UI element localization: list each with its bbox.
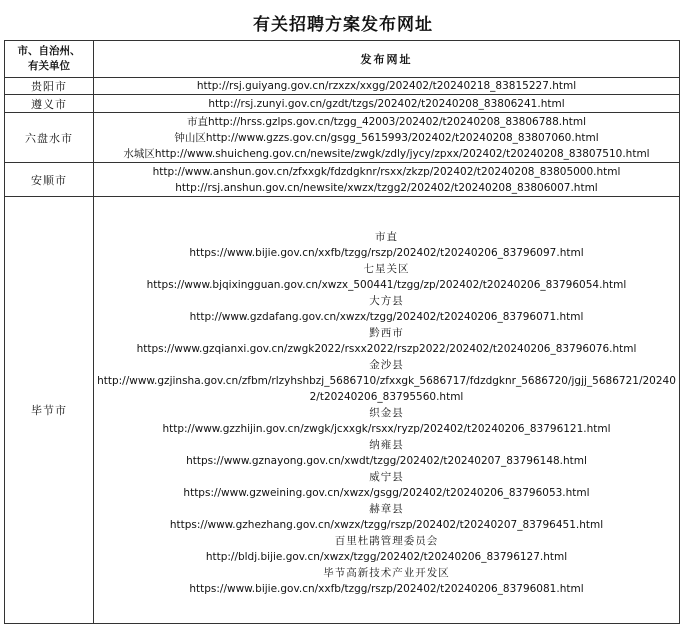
city-cell-bijie: 毕节市 [5,197,94,624]
unit-label: 大方县 [369,295,404,307]
table-row-guiyang [5,78,680,95]
url-link[interactable]: http://www.gzzhijin.gov.cn/zwgk/jcxxgk/rsxx/ryzp/202402/t20240206_83796121.html [162,423,611,435]
url-cell-liupanshui [94,113,680,163]
url-link[interactable]: https://www.bijie.gov.cn/xxfb/tzgg/rszp/202402/t20240206_83796097.html [189,247,584,259]
header-url-cell: 发布网址 [94,41,680,78]
url-link[interactable]: https://www.bijie.gov.cn/xxfb/tzgg/rszp/202402/t20240206_83796081.html [189,583,584,595]
city-cell-anshun: 安顺市 [5,163,94,197]
url-link[interactable]: http://www.gzdafang.gov.cn/xwzx/tzgg/202402/t20240206_83796071.html [189,311,584,323]
header-unit-line1: 市、自治州、 [17,45,81,57]
unit-label: 织金县 [369,407,404,419]
url-link[interactable]: http://rsj.guiyang.gov.cn/rzxzx/xxgg/202402/t20240218_83815227.html [196,80,577,92]
url-link[interactable]: https://www.gzhezhang.gov.cn/xwzx/tzgg/rszp/202402/t20240207_83796451.html [169,519,604,531]
url-cell-anshun [94,163,680,197]
url-link[interactable]: http://bldj.bijie.gov.cn/xwzx/tzgg/202402/t20240206_83796127.html [205,551,568,563]
url-link[interactable]: 钟山区http://www.gzzs.gov.cn/gsgg_5615993/202402/t20240208_83807060.html [174,131,599,144]
unit-label: 百里杜鹃管理委员会 [334,535,439,547]
table-row-bijie [5,197,680,624]
url-link[interactable]: http://rsj.anshun.gov.cn/newsite/xwzx/tzgg2/202402/t20240208_83806007.html [175,181,598,194]
url-link[interactable]: https://www.gzweining.gov.cn/xwzx/gsgg/202402/t20240206_83796053.html [183,487,590,499]
url-link[interactable]: https://www.gzqianxi.gov.cn/zwgk2022/rsxx2022/rszp2022/202402/t20240206_83796076.html [136,343,637,355]
url-cell-bijie [94,197,680,624]
unit-label: 纳雍县 [369,439,404,451]
url-link[interactable]: https://www.gznayong.gov.cn/xwdt/tzgg/202402/t20240207_83796148.html [186,455,587,467]
unit-label: 赫章县 [369,503,404,515]
unit-label: 市直 [375,231,398,243]
city-cell-liupanshui: 六盘水市 [5,113,94,163]
url-cell-zunyi [94,95,680,113]
url-link[interactable]: http://www.gzjinsha.gov.cn/zfbm/rlzyhshbzj_5686710/zfxxgk_5686717/fdzdgknr_5686720/jgjj_5686721/202402/t20240206_83795560.html [97,375,676,403]
url-link[interactable]: 市直http://hrss.gzlps.gov.cn/tzgg_42003/202402/t20240208_83806788.html [186,115,587,128]
page-title: 有关招聘方案发布网址 [253,15,433,35]
url-link[interactable]: 水城区http://www.shuicheng.gov.cn/newsite/zwgk/zdly/jycy/zpxx/202402/t20240208_83807510.html [123,147,650,160]
header-unit-cell [5,41,94,78]
table-row-anshun [5,163,680,197]
city-cell-zunyi: 遵义市 [5,95,94,113]
url-link[interactable]: http://www.anshun.gov.cn/zfxxgk/fdzdgknr/rsxx/zkzp/202402/t20240208_83805000.html [152,165,621,178]
city-cell-guiyang: 贵阳市 [5,78,94,95]
unit-label: 毕节高新技术产业开发区 [323,567,450,579]
header-unit-line2: 有关单位 [28,60,70,72]
unit-label: 黔西市 [369,327,404,339]
url-link[interactable]: https://www.bjqixingguan.gov.cn/xwzx_500441/tzgg/zp/202402/t20240206_83796054.html [146,279,627,291]
url-table [4,40,680,624]
unit-label: 威宁县 [369,471,404,483]
url-cell-guiyang [94,78,680,95]
unit-label: 金沙县 [369,359,404,371]
unit-label: 七星关区 [363,263,410,275]
table-row-zunyi [5,95,680,113]
table-header-row [5,41,680,78]
url-link[interactable]: http://rsj.zunyi.gov.cn/gzdt/tzgs/202402/t20240208_83806241.html [208,97,565,110]
table-row-liupanshui [5,113,680,163]
